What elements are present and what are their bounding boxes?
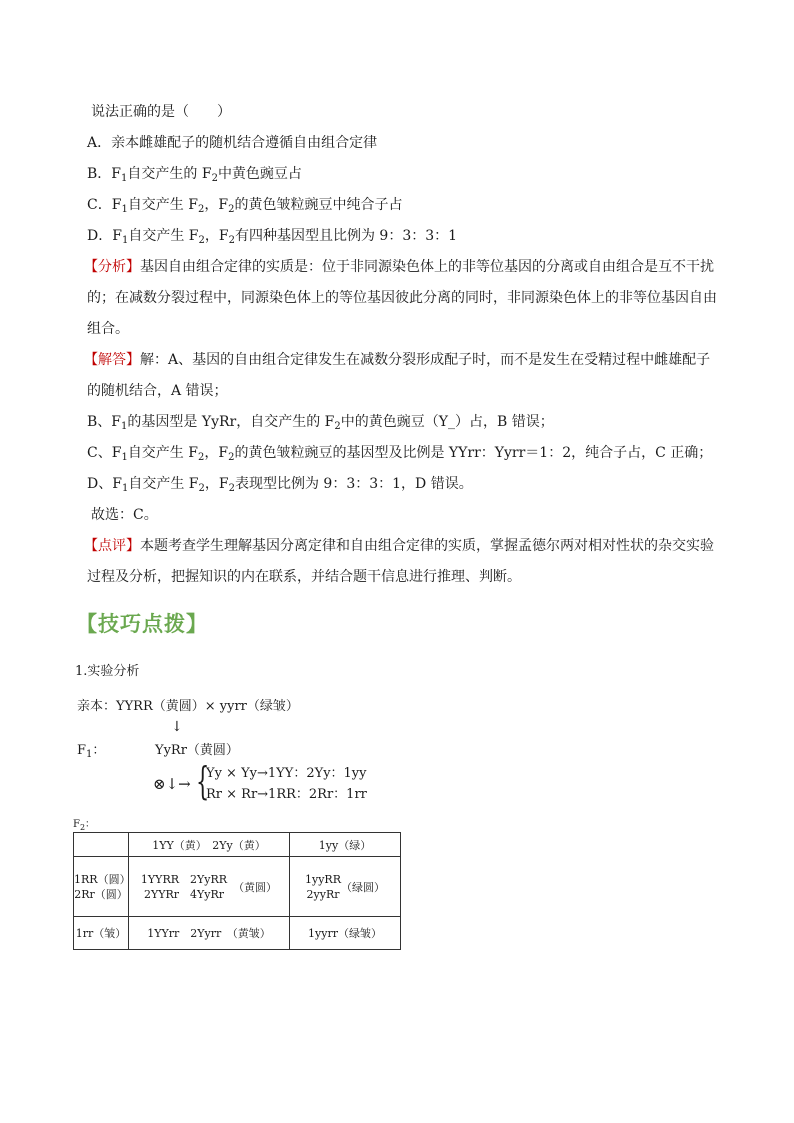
answer-text: D、F bbox=[87, 476, 122, 492]
answer-conclusion: 故选：C。 bbox=[91, 507, 158, 523]
comment-text: 本题考查学生理解基因分离定律和自由组合定律的实质，掌握孟德尔两对相对性状的杂交实验 bbox=[140, 538, 714, 554]
answer-c bbox=[87, 444, 712, 462]
option-c bbox=[87, 196, 402, 214]
answer-text: B、F bbox=[87, 414, 122, 430]
f1-letter: F bbox=[77, 743, 87, 758]
table-cell: 1yyrr（绿皱） bbox=[290, 917, 401, 950]
option-label: C． bbox=[87, 197, 112, 213]
option-text: ，F bbox=[204, 197, 229, 213]
table-row bbox=[74, 833, 401, 857]
option-b bbox=[87, 165, 302, 183]
question-stem: 说法正确的是（ ） bbox=[91, 104, 231, 120]
option-text: 自交产生 F bbox=[128, 228, 199, 244]
answer-line-1 bbox=[84, 351, 710, 369]
subscript: 1 bbox=[121, 204, 128, 215]
genotype-line: 2YYRr 4YyRr bbox=[143, 887, 225, 901]
tips-subheading: 1.实验分析 bbox=[75, 664, 140, 679]
subscript: 2 bbox=[334, 421, 341, 432]
subscript: 2 bbox=[198, 235, 205, 246]
subscript: 2 bbox=[79, 823, 86, 832]
option-text: 自交产生的 F bbox=[127, 166, 212, 182]
answer-text: ，F bbox=[204, 476, 229, 492]
option-text: ，F bbox=[204, 228, 229, 244]
analysis-text: 基因自由组合定律的实质是：位于非同源染色体上的非等位基因的分离或自由组合是互不干扰 bbox=[140, 259, 714, 275]
subscript: 2 bbox=[228, 452, 235, 463]
subscript: 1 bbox=[121, 421, 128, 432]
phenotype-tag: （绿圆） bbox=[341, 880, 385, 894]
answer-line-2: 的随机结合，A 错误； bbox=[87, 383, 228, 399]
option-text: 有四种基因型且比例为 9：3：3：1 bbox=[234, 228, 458, 244]
genotype-line: 1YYRR 2YyRR bbox=[140, 872, 228, 886]
analysis-line-1 bbox=[84, 258, 714, 276]
option-text: 的黄色皱粒豌豆中纯合子占 bbox=[234, 197, 403, 213]
parents-cross: 亲本：YYRR（黄圆）× yyrr（绿皱） bbox=[77, 699, 299, 714]
analysis-tag: 【分析】 bbox=[84, 259, 140, 275]
comment-line-1 bbox=[84, 537, 714, 555]
option-d bbox=[87, 227, 457, 245]
table-row-header: 1rr（皱） bbox=[74, 917, 129, 950]
comment-line-2: 过程及分析，把握知识的内在联系，并结合题干信息进行推理、判断。 bbox=[87, 569, 521, 585]
answer-d bbox=[87, 475, 473, 493]
subscript: 1 bbox=[121, 483, 129, 494]
table-row-header bbox=[74, 857, 129, 917]
phenotype-tag: （黄圆） bbox=[233, 880, 278, 894]
answer-text: 中的黄色豌豆（Y_）占，B 错误； bbox=[340, 414, 554, 430]
option-text: 自交产生 F bbox=[127, 197, 198, 213]
segregation-eq-1: Yy × Yy→1YY：2Yy：1yy bbox=[206, 766, 367, 781]
comment-tag: 【点评】 bbox=[84, 538, 140, 554]
answer-text: 的黄色皱粒豌豆的基因型及比例是 YYrr：Yyrr＝1：2，纯合子占，C 正确； bbox=[234, 445, 713, 461]
subscript: 2 bbox=[197, 204, 205, 215]
option-text: 中黄色豌豆占 bbox=[217, 166, 302, 182]
answer-text: 自交产生 F bbox=[128, 476, 199, 492]
subscript: 2 bbox=[228, 235, 235, 246]
down-arrow: ↓ bbox=[171, 719, 183, 735]
option-text: F bbox=[111, 166, 122, 182]
answer-b bbox=[87, 413, 554, 431]
table-cell bbox=[290, 857, 401, 917]
tips-heading: 【技巧点拨】 bbox=[76, 611, 208, 636]
option-text: F bbox=[112, 228, 122, 244]
option-text: 亲本雌雄配子的随机结合遵循自由组合定律 bbox=[111, 135, 378, 151]
segregation-eq-2: Rr × Rr→1RR：2Rr：1rr bbox=[206, 787, 367, 802]
f2-table bbox=[73, 832, 401, 950]
table-cell bbox=[74, 833, 129, 857]
row-head-line: 1RR（圆） bbox=[74, 872, 131, 886]
option-a bbox=[87, 134, 377, 152]
subscript: 1 bbox=[121, 173, 128, 184]
option-text: F bbox=[111, 197, 122, 213]
genotype-line: 1yyRR bbox=[305, 872, 341, 886]
subscript: 2 bbox=[197, 452, 205, 463]
option-label: A． bbox=[87, 135, 112, 151]
answer-text: 自交产生 F bbox=[127, 445, 198, 461]
brace-icon: { bbox=[196, 759, 210, 803]
subscript: 2 bbox=[198, 483, 205, 494]
answer-tag: 【解答】 bbox=[84, 352, 140, 368]
selfing-arrow: ⊗↓→ bbox=[153, 775, 191, 793]
answer-text: 的基因型是 YyRr，自交产生的 F bbox=[127, 414, 335, 430]
subscript: 1 bbox=[121, 452, 128, 463]
f1-genotype: YyRr（黄圆） bbox=[155, 743, 239, 758]
analysis-line-3: 组合。 bbox=[87, 321, 129, 337]
row-head-line: 2Rr（圆） bbox=[74, 887, 128, 901]
subscript: 1 bbox=[86, 749, 93, 760]
genotype-line: 2yyRr bbox=[306, 887, 340, 901]
f1-colon: ： bbox=[92, 743, 106, 758]
f2-letter: F bbox=[73, 819, 80, 830]
table-header-cell: 1YY（黄） 2Yy（黄） bbox=[129, 833, 290, 857]
subscript: 2 bbox=[228, 204, 235, 215]
subscript: 2 bbox=[211, 173, 218, 184]
table-row bbox=[74, 857, 401, 917]
f2-colon: ： bbox=[85, 819, 96, 830]
answer-text: 表现型比例为 9：3：3：1，D 错误。 bbox=[234, 476, 473, 492]
table-cell bbox=[129, 857, 290, 917]
table-row bbox=[74, 917, 401, 950]
answer-text: 解：A、基因的自由组合定律发生在减数分裂形成配子时，而不是发生在受精过程中雌雄配子 bbox=[140, 352, 711, 368]
subscript: 1 bbox=[121, 235, 129, 246]
answer-text: ，F bbox=[204, 445, 229, 461]
table-header-cell: 1yy（绿） bbox=[290, 833, 401, 857]
table-cell: 1YYrr 2Yyrr （黄皱） bbox=[129, 917, 290, 950]
subscript: 2 bbox=[228, 483, 235, 494]
option-label: B． bbox=[87, 166, 112, 182]
analysis-line-2: 的；在减数分裂过程中，同源染色体上的等位基因彼此分离的同时，非同源染色体上的非等位基因自由 bbox=[87, 290, 717, 306]
f1-label bbox=[77, 742, 105, 760]
answer-text: C、F bbox=[87, 445, 122, 461]
option-label: D． bbox=[87, 228, 113, 244]
